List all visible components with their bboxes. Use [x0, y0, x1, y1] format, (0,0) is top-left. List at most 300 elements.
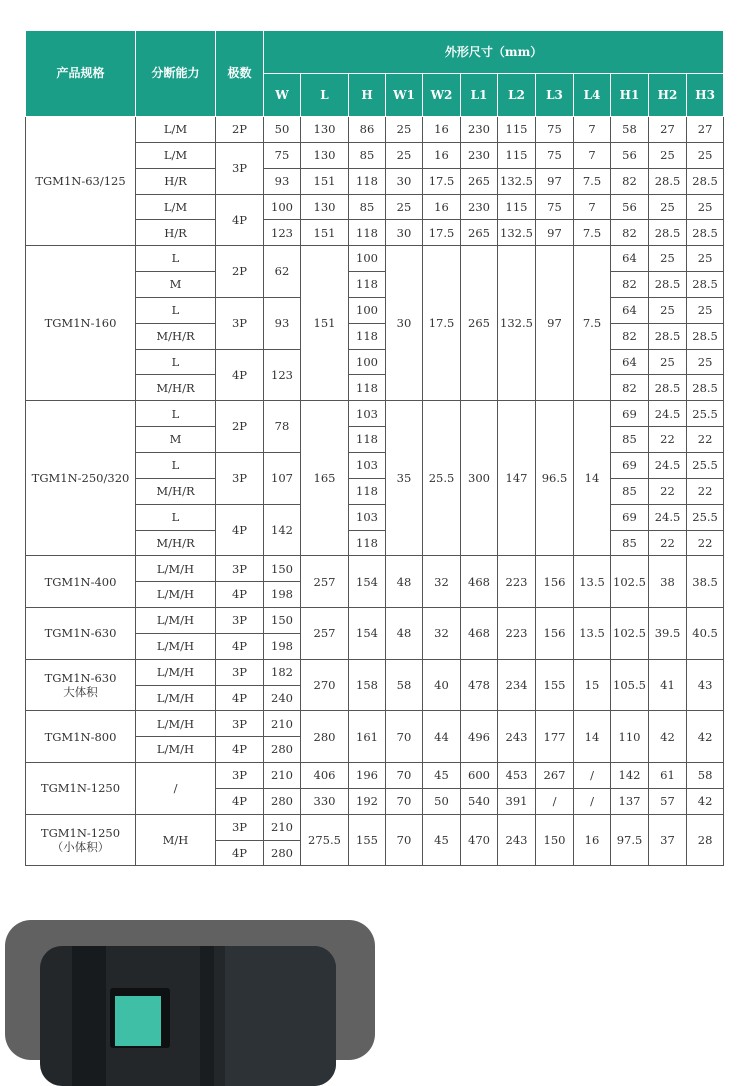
cell-l3: 97 [536, 246, 574, 401]
cell-l: 130 [301, 117, 349, 143]
table-row [26, 556, 724, 582]
cell-h1: 64 [611, 246, 649, 272]
cell-h1: 64 [611, 297, 649, 323]
cell-l4: 7.5 [574, 220, 611, 246]
table-row [26, 117, 724, 143]
cell-breaking-capacity: L [136, 246, 216, 272]
cell-breaking-capacity: L [136, 504, 216, 530]
cell-h2: 28.5 [649, 272, 687, 298]
cell-h3: 28.5 [687, 375, 724, 401]
cell-h: 86 [349, 117, 386, 143]
cell-w1: 30 [386, 168, 423, 194]
cell-l3: 96.5 [536, 401, 574, 556]
cell-l2: 223 [498, 556, 536, 608]
cell-breaking-capacity: M [136, 272, 216, 298]
cell-h: 118 [349, 168, 386, 194]
cell-w2: 25.5 [423, 401, 461, 556]
cell-w: 240 [264, 685, 301, 711]
cell-w: 210 [264, 814, 301, 840]
cell-poles: 3P [216, 814, 264, 840]
cell-l2: 147 [498, 401, 536, 556]
cell-w1: 70 [386, 711, 423, 763]
cell-h2: 39.5 [649, 608, 687, 660]
cell-l: 257 [301, 556, 349, 608]
cell-breaking-capacity: L/M/H [136, 685, 216, 711]
cell-poles: 3P [216, 297, 264, 349]
cell-h1: 102.5 [611, 556, 649, 608]
cell-l4: 13.5 [574, 608, 611, 660]
cell-h1: 137 [611, 788, 649, 814]
cell-h2: 25 [649, 297, 687, 323]
cell-l1: 478 [461, 659, 498, 711]
cell-w2: 45 [423, 814, 461, 866]
cell-h3: 25 [687, 349, 724, 375]
cell-model: TGM1N-1250 （小体积） [26, 814, 136, 866]
cell-h1: 102.5 [611, 608, 649, 660]
header-dim-l2: L2 [498, 74, 536, 117]
cell-l4: 7 [574, 142, 611, 168]
cell-breaking-capacity: M/H/R [136, 375, 216, 401]
cell-h1: 110 [611, 711, 649, 763]
cell-h2: 41 [649, 659, 687, 711]
cell-w2: 50 [423, 788, 461, 814]
cell-w: 150 [264, 608, 301, 634]
cell-breaking-capacity: L/M/H [136, 582, 216, 608]
header-dim-l1: L1 [461, 74, 498, 117]
cell-breaking-capacity: M/H/R [136, 323, 216, 349]
header-dim-l: L [301, 74, 349, 117]
cell-w2: 45 [423, 763, 461, 789]
cell-model: TGM1N-160 [26, 246, 136, 401]
cell-l1: 300 [461, 401, 498, 556]
table-row [26, 814, 724, 840]
table-row [26, 763, 724, 789]
cell-w: 93 [264, 168, 301, 194]
table-row [26, 246, 724, 272]
cell-breaking-capacity: L/M [136, 117, 216, 143]
cell-l1: 265 [461, 246, 498, 401]
cell-w2: 17.5 [423, 246, 461, 401]
cell-l1: 540 [461, 788, 498, 814]
cell-w: 107 [264, 452, 301, 504]
cell-h3: 40.5 [687, 608, 724, 660]
cell-breaking-capacity: L/M/H [136, 608, 216, 634]
cell-h2: 25 [649, 142, 687, 168]
cell-h1: 85 [611, 427, 649, 453]
cell-breaking-capacity: L/M [136, 194, 216, 220]
cell-l1: 470 [461, 814, 498, 866]
table-row [26, 401, 724, 427]
cell-h1: 58 [611, 117, 649, 143]
cell-breaking-capacity: M/H/R [136, 478, 216, 504]
cell-l3: / [536, 788, 574, 814]
cell-h3: 28.5 [687, 323, 724, 349]
cell-l1: 265 [461, 220, 498, 246]
cell-h1: 105.5 [611, 659, 649, 711]
cell-w2: 16 [423, 117, 461, 143]
cell-h: 103 [349, 452, 386, 478]
cell-w2: 17.5 [423, 220, 461, 246]
header-dimensions: 外形尺寸（mm） [264, 31, 724, 74]
cell-poles: 4P [216, 504, 264, 556]
cell-l2: 132.5 [498, 168, 536, 194]
cell-h3: 25.5 [687, 452, 724, 478]
cell-h1: 82 [611, 168, 649, 194]
cell-h: 103 [349, 401, 386, 427]
cell-h2: 61 [649, 763, 687, 789]
cell-w: 150 [264, 556, 301, 582]
cell-h2: 28.5 [649, 375, 687, 401]
cell-w1: 70 [386, 788, 423, 814]
cell-w1: 70 [386, 763, 423, 789]
cell-h: 196 [349, 763, 386, 789]
cell-h: 118 [349, 375, 386, 401]
cell-l4: 13.5 [574, 556, 611, 608]
cell-h3: 22 [687, 427, 724, 453]
cell-h3: 42 [687, 711, 724, 763]
cell-w1: 25 [386, 142, 423, 168]
cell-h: 100 [349, 349, 386, 375]
cell-h2: 22 [649, 530, 687, 556]
cell-w1: 58 [386, 659, 423, 711]
header-dim-h2: H2 [649, 74, 687, 117]
cell-l: 130 [301, 142, 349, 168]
cell-w: 62 [264, 246, 301, 298]
cell-model: TGM1N-63/125 [26, 117, 136, 246]
cell-l2: 453 [498, 763, 536, 789]
cell-w1: 25 [386, 117, 423, 143]
cell-w2: 16 [423, 194, 461, 220]
cell-poles: 4P [216, 737, 264, 763]
cell-poles: 3P [216, 142, 264, 194]
cell-l: 275.5 [301, 814, 349, 866]
cell-h: 158 [349, 659, 386, 711]
cell-h2: 25 [649, 194, 687, 220]
cell-poles: 3P [216, 608, 264, 634]
table-row [26, 608, 724, 634]
header-dim-l3: L3 [536, 74, 574, 117]
cell-h1: 142 [611, 763, 649, 789]
cell-breaking-capacity: L [136, 452, 216, 478]
cell-l3: 75 [536, 117, 574, 143]
header-poles: 极数 [216, 31, 264, 117]
table-body [26, 117, 724, 866]
cell-model: TGM1N-1250 [26, 763, 136, 815]
cell-w1: 48 [386, 608, 423, 660]
cell-poles: 4P [216, 633, 264, 659]
dimension-spec-table [25, 30, 724, 866]
cell-l2: 234 [498, 659, 536, 711]
cell-h2: 24.5 [649, 452, 687, 478]
cell-w: 50 [264, 117, 301, 143]
cell-w2: 32 [423, 556, 461, 608]
cell-poles: 2P [216, 246, 264, 298]
cell-l: 270 [301, 659, 349, 711]
cell-l: 165 [301, 401, 349, 556]
cell-h3: 38.5 [687, 556, 724, 608]
cell-l3: 97 [536, 220, 574, 246]
cell-h1: 97.5 [611, 814, 649, 866]
cell-l1: 230 [461, 194, 498, 220]
green-indicator [115, 996, 161, 1046]
table-row [26, 659, 724, 685]
cell-breaking-capacity: M/H [136, 814, 216, 866]
cell-h: 85 [349, 194, 386, 220]
cell-w: 198 [264, 582, 301, 608]
cell-breaking-capacity: H/R [136, 220, 216, 246]
cell-l3: 267 [536, 763, 574, 789]
cell-l1: 468 [461, 608, 498, 660]
cell-w: 210 [264, 711, 301, 737]
cell-l4: 7.5 [574, 246, 611, 401]
cell-l1: 230 [461, 142, 498, 168]
cell-l: 406 [301, 763, 349, 789]
cell-poles: 3P [216, 556, 264, 582]
cell-l: 130 [301, 194, 349, 220]
cell-h: 100 [349, 246, 386, 272]
cell-poles: 2P [216, 401, 264, 453]
cell-model: TGM1N-630 大体积 [26, 659, 136, 711]
header-breaking-capacity: 分断能力 [136, 31, 216, 117]
cell-w: 142 [264, 504, 301, 556]
cell-h2: 27 [649, 117, 687, 143]
cell-l2: 223 [498, 608, 536, 660]
cell-l4: 16 [574, 814, 611, 866]
cell-w: 198 [264, 633, 301, 659]
cell-l2: 243 [498, 711, 536, 763]
cell-w1: 70 [386, 814, 423, 866]
cell-w: 182 [264, 659, 301, 685]
cell-h3: 25 [687, 142, 724, 168]
cell-breaking-capacity: L/M/H [136, 737, 216, 763]
cell-h: 118 [349, 220, 386, 246]
cell-l4: 14 [574, 711, 611, 763]
cell-w: 100 [264, 194, 301, 220]
cell-l: 330 [301, 788, 349, 814]
cell-l4: 7.5 [574, 168, 611, 194]
cell-h: 118 [349, 323, 386, 349]
cell-h3: 25 [687, 297, 724, 323]
cell-breaking-capacity: L [136, 297, 216, 323]
cell-w2: 32 [423, 608, 461, 660]
cell-l: 257 [301, 608, 349, 660]
cell-h3: 42 [687, 788, 724, 814]
cell-w1: 35 [386, 401, 423, 556]
cell-h: 192 [349, 788, 386, 814]
cell-h2: 22 [649, 478, 687, 504]
cell-breaking-capacity: L/M/H [136, 711, 216, 737]
cell-l4: 7 [574, 117, 611, 143]
cell-h3: 25 [687, 194, 724, 220]
cell-breaking-capacity: M [136, 427, 216, 453]
cell-breaking-capacity: L/M/H [136, 659, 216, 685]
header-dim-h3: H3 [687, 74, 724, 117]
cell-w2: 16 [423, 142, 461, 168]
cell-h1: 69 [611, 504, 649, 530]
cell-l2: 115 [498, 117, 536, 143]
cell-l1: 468 [461, 556, 498, 608]
cell-w2: 40 [423, 659, 461, 711]
cell-l2: 391 [498, 788, 536, 814]
cell-h3: 28.5 [687, 168, 724, 194]
cell-w: 280 [264, 788, 301, 814]
cell-poles: 4P [216, 685, 264, 711]
cell-w: 75 [264, 142, 301, 168]
cell-w1: 25 [386, 194, 423, 220]
header-row [26, 31, 724, 74]
cell-h2: 24.5 [649, 504, 687, 530]
header-dim-w1: W1 [386, 74, 423, 117]
cell-h3: 43 [687, 659, 724, 711]
cell-h: 155 [349, 814, 386, 866]
cell-breaking-capacity: / [136, 763, 216, 815]
cell-model: TGM1N-250/320 [26, 401, 136, 556]
cell-h2: 37 [649, 814, 687, 866]
cell-l3: 75 [536, 142, 574, 168]
product-photo [5, 920, 375, 1060]
cell-h: 154 [349, 556, 386, 608]
cell-model: TGM1N-800 [26, 711, 136, 763]
cell-w1: 30 [386, 246, 423, 401]
cell-l1: 496 [461, 711, 498, 763]
cell-h: 100 [349, 297, 386, 323]
cell-poles: 3P [216, 763, 264, 789]
cell-h: 161 [349, 711, 386, 763]
cell-h3: 28.5 [687, 272, 724, 298]
header-dim-h1: H1 [611, 74, 649, 117]
cell-l1: 265 [461, 168, 498, 194]
cell-h2: 24.5 [649, 401, 687, 427]
cell-h: 118 [349, 272, 386, 298]
cell-h1: 69 [611, 452, 649, 478]
cell-h3: 25.5 [687, 504, 724, 530]
cell-h2: 28.5 [649, 323, 687, 349]
cell-breaking-capacity: H/R [136, 168, 216, 194]
cell-l3: 155 [536, 659, 574, 711]
cell-poles: 3P [216, 711, 264, 737]
cell-poles: 4P [216, 840, 264, 866]
cell-h3: 22 [687, 530, 724, 556]
cell-h1: 56 [611, 194, 649, 220]
cell-poles: 4P [216, 349, 264, 401]
cell-h1: 82 [611, 272, 649, 298]
cell-l3: 75 [536, 194, 574, 220]
cell-h: 103 [349, 504, 386, 530]
cell-h: 85 [349, 142, 386, 168]
cell-poles: 4P [216, 194, 264, 246]
cell-h: 118 [349, 530, 386, 556]
cell-l4: / [574, 763, 611, 789]
cell-breaking-capacity: M/H/R [136, 530, 216, 556]
cell-w: 93 [264, 297, 301, 349]
cell-h: 118 [349, 427, 386, 453]
cell-breaking-capacity: L/M/H [136, 556, 216, 582]
cell-l4: 7 [574, 194, 611, 220]
cell-l2: 132.5 [498, 246, 536, 401]
cell-h3: 58 [687, 763, 724, 789]
cell-l2: 115 [498, 142, 536, 168]
cell-l2: 132.5 [498, 220, 536, 246]
cell-w2: 44 [423, 711, 461, 763]
cell-poles: 2P [216, 117, 264, 143]
cell-l: 280 [301, 711, 349, 763]
cell-l1: 600 [461, 763, 498, 789]
cell-h1: 85 [611, 478, 649, 504]
cell-w1: 48 [386, 556, 423, 608]
cell-model: TGM1N-400 [26, 556, 136, 608]
header-dim-w2: W2 [423, 74, 461, 117]
cell-l4: / [574, 788, 611, 814]
cell-w: 210 [264, 763, 301, 789]
cell-h: 118 [349, 478, 386, 504]
header-dim-l4: L4 [574, 74, 611, 117]
cell-h2: 28.5 [649, 220, 687, 246]
breaker-image [40, 946, 336, 1086]
cell-h3: 22 [687, 478, 724, 504]
cell-h: 154 [349, 608, 386, 660]
cell-breaking-capacity: L [136, 401, 216, 427]
cell-h2: 42 [649, 711, 687, 763]
cell-h3: 25.5 [687, 401, 724, 427]
cell-h2: 57 [649, 788, 687, 814]
cell-l: 151 [301, 246, 349, 401]
cell-poles: 3P [216, 452, 264, 504]
cell-w2: 17.5 [423, 168, 461, 194]
cell-l2: 115 [498, 194, 536, 220]
cell-l2: 243 [498, 814, 536, 866]
cell-breaking-capacity: L/M [136, 142, 216, 168]
cell-w: 123 [264, 220, 301, 246]
header-dim-w: W [264, 74, 301, 117]
cell-l1: 230 [461, 117, 498, 143]
cell-poles: 4P [216, 582, 264, 608]
cell-l3: 156 [536, 608, 574, 660]
cell-w: 78 [264, 401, 301, 453]
cell-h1: 85 [611, 530, 649, 556]
cell-w: 123 [264, 349, 301, 401]
cell-l3: 97 [536, 168, 574, 194]
cell-h1: 82 [611, 220, 649, 246]
cell-l: 151 [301, 220, 349, 246]
header-dim-h: H [349, 74, 386, 117]
cell-h3: 28.5 [687, 220, 724, 246]
cell-model: TGM1N-630 [26, 608, 136, 660]
cell-l3: 177 [536, 711, 574, 763]
cell-h3: 27 [687, 117, 724, 143]
cell-l3: 156 [536, 556, 574, 608]
cell-l4: 14 [574, 401, 611, 556]
cell-l3: 150 [536, 814, 574, 866]
cell-breaking-capacity: L [136, 349, 216, 375]
cell-h1: 64 [611, 349, 649, 375]
cell-h2: 25 [649, 349, 687, 375]
cell-w: 280 [264, 840, 301, 866]
cell-h3: 28 [687, 814, 724, 866]
cell-h3: 25 [687, 246, 724, 272]
cell-h2: 38 [649, 556, 687, 608]
cell-h1: 82 [611, 323, 649, 349]
cell-l4: 15 [574, 659, 611, 711]
cell-poles: 4P [216, 788, 264, 814]
cell-h1: 69 [611, 401, 649, 427]
cell-w: 280 [264, 737, 301, 763]
cell-w1: 30 [386, 220, 423, 246]
cell-h2: 25 [649, 246, 687, 272]
cell-h1: 56 [611, 142, 649, 168]
header-model: 产品规格 [26, 31, 136, 117]
cell-h2: 28.5 [649, 168, 687, 194]
cell-l: 151 [301, 168, 349, 194]
